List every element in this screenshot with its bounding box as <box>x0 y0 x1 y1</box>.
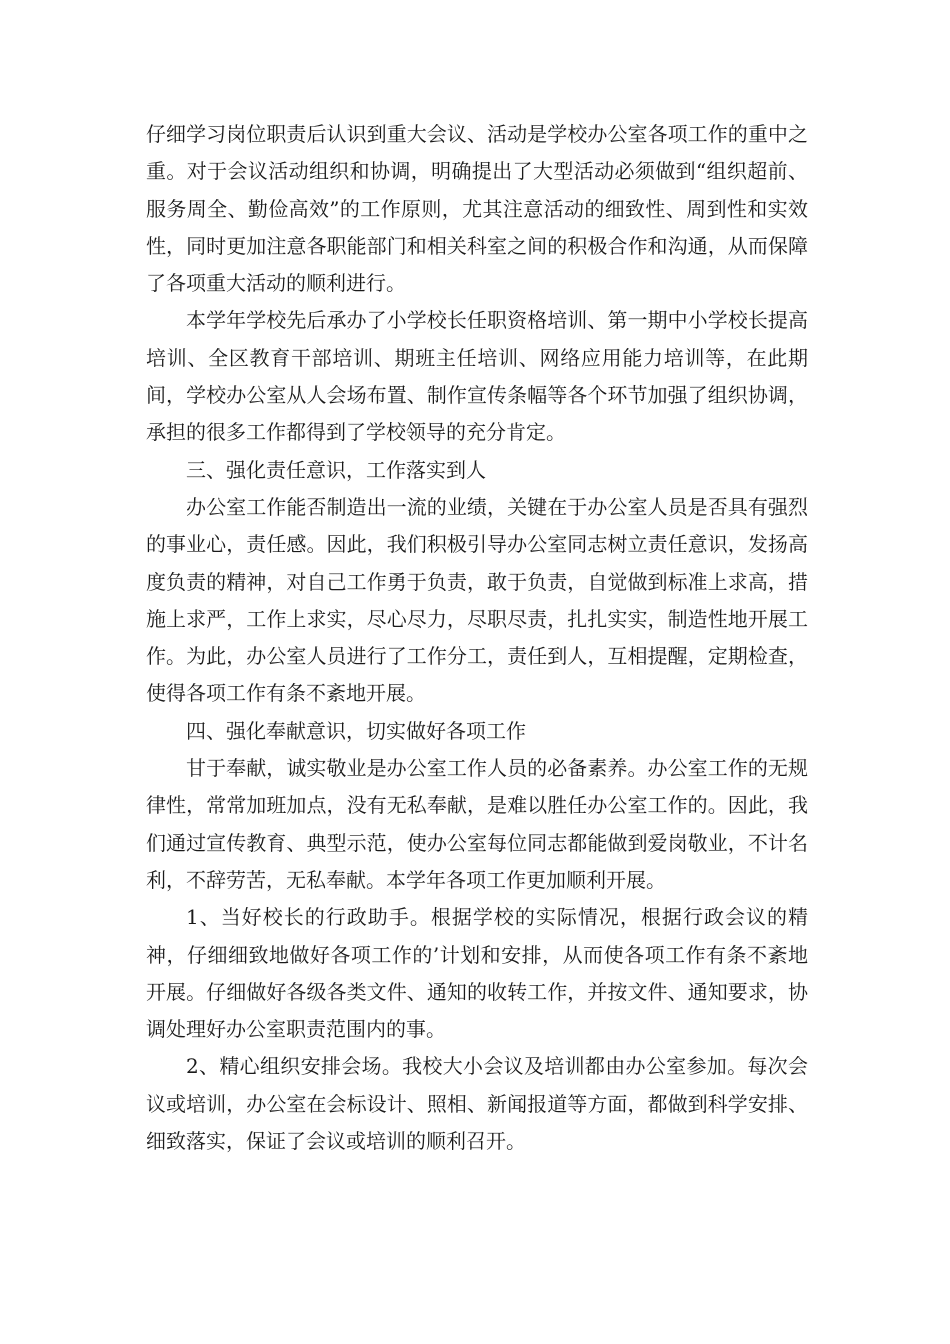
section-heading-4: 四、强化奉献意识，切实做好各项工作 <box>186 718 526 743</box>
paragraph-4: 办公室工作能否制造出一流的业绩，关键在于办公室人员是否具有强烈的事业心，责任感。因此，我们积极引导办公室同志树立责任意识，发扬高度负责的精神，对自己工作勇于负责，敢于负责，自觉做到标准上求高，措施上求严，工作上求实，尽心尽力，尽职尽责，扎扎实实，制造性地开展工作。为此，办公室人员进行了工作分工，责任到人，互相提醒，定期检查，使得各项工作有条不紊地开展。 <box>146 494 808 706</box>
document-body <box>146 116 808 1160</box>
paragraph-1: 仔细学习岗位职责后认识到重大会议、活动是学校办公室各项工作的重中之重。对于会议活动组织和协调，明确提出了大型活动必须做到“组织超前、服务周全、勤俭高效”的工作原则，尤其注意活动的细致性、周到性和实效性，同时更加注意各职能部门和相关科室之间的积极合作和沟通，从而保障了各项重大活动的顺利进行。 <box>146 122 808 296</box>
paragraph-6: 甘于奉献，诚实敬业是办公室工作人员的必备素养。办公室工作的无规律性，常常加班加点，没有无私奉献，是难以胜任办公室工作的。因此，我们通过宣传教育、典型示范，使办公室每位同志都能做到爱岗敬业，不计名利，不辞劳苦，无私奉献。本学年各项工作更加顺利开展。 <box>146 756 808 892</box>
section-heading-3: 三、强化责任意识，工作落实到人 <box>186 457 486 482</box>
paragraph-8: 2、精心组织安排会场。我校大小会议及培训都由办公室参加。每次会议或培训，办公室在会标设计、照相、新闻报道等方面，都做到科学安排、细致落实，保证了会议或培训的顺利召开。 <box>146 1054 808 1154</box>
paragraph-7: 1、当好校长的行政助手。根据学校的实际情况，根据行政会议的精神，仔细细致地做好各项工作的’计划和安排，从而使各项工作有条不紊地开展。仔细做好各级各类文件、通知的收转工作，并按文件、通知要求，协调处理好办公室职责范围内的事。 <box>146 905 808 1042</box>
paragraph-2: 本学年学校先后承办了小学校长任职资格培训、第一期中小学校长提高培训、全区教育干部培训、期班主任培训、网络应用能力培训等，在此期间，学校办公室从人会场布置、制作宣传条幅等各个环节加强了组织协调，承担的很多工作都得到了学校领导的充分肯定。 <box>146 308 808 445</box>
